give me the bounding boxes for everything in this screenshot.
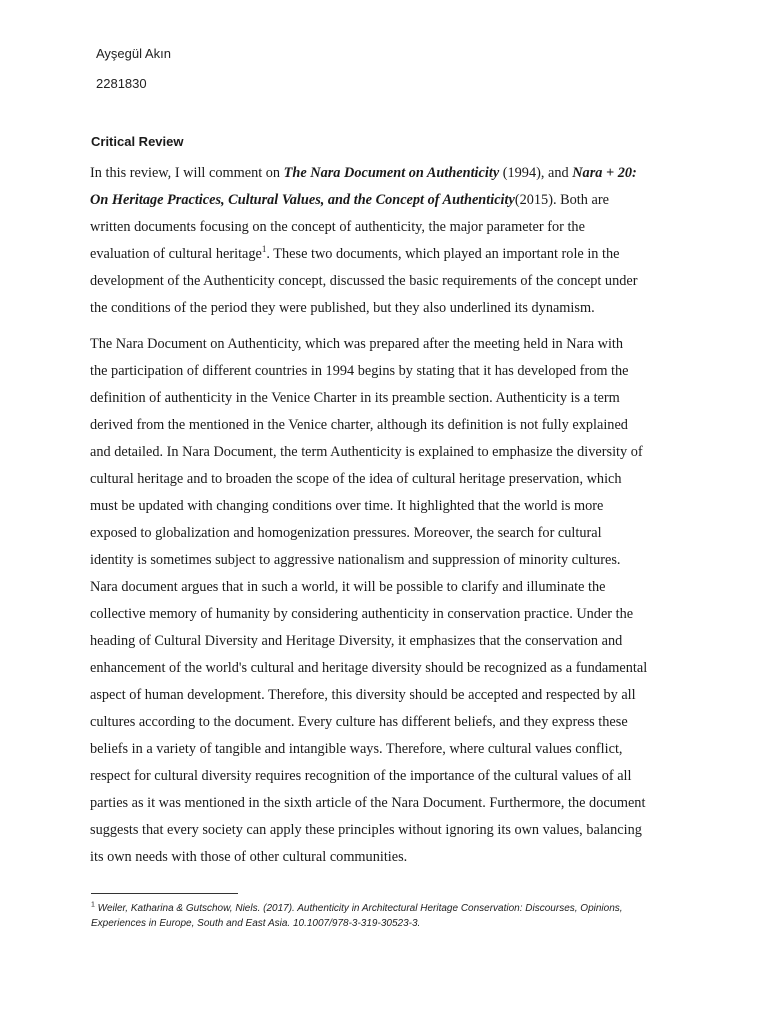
paragraph-line: the participation of different countries in 1994 begins by stating that it has developed from the	[90, 363, 629, 379]
paragraph-nara-document	[90, 331, 680, 871]
paragraph-line: enhancement of the world's cultural and heritage diversity should be recognized as a fundamental	[90, 660, 648, 676]
document-title-nara: The Nara Document on Authenticity	[283, 165, 500, 181]
paragraph-line: derived from the mentioned in the Venice charter, although its definition is not fully explained	[90, 417, 628, 433]
paragraph-intro	[90, 160, 680, 322]
paragraph-line: The Nara Document on Authenticity, which was prepared after the meeting held in Nara with	[90, 336, 624, 352]
paragraph-line: suggests that every society can apply these principles without ignoring its own values, balancing	[90, 822, 642, 838]
footnote-reference[interactable]: 1	[261, 244, 267, 255]
paragraph-line: its own needs with those of other cultural communities.	[90, 849, 408, 865]
text-run: In this review, I will comment on	[90, 165, 284, 181]
paragraph-line: Nara document argues that in such a world, it will be possible to clarify and illuminate the	[90, 579, 606, 595]
paragraph-line	[90, 241, 680, 268]
paragraph-line: heading of Cultural Diversity and Heritage Diversity, it emphasizes that the conservation and	[90, 633, 623, 649]
paragraph-line: parties as it was mentioned in the sixth article of the Nara Document. Furthermore, the document	[90, 795, 646, 811]
paragraph-line: written documents focusing on the concept of authenticity, the major parameter for the	[90, 219, 585, 235]
paragraph-line: identity is sometimes subject to aggressive nationalism and suppression of minority cultures.	[90, 552, 621, 568]
paragraph-line: collective memory of humanity by considering authenticity in conservation practice. Under the	[90, 606, 634, 622]
paragraph-line	[90, 160, 680, 187]
text-run: evaluation of cultural heritage	[90, 246, 262, 262]
paragraph-line: exposed to globalization and homogenization pressures. Moreover, the search for cultural	[90, 525, 602, 541]
paragraph-line: must be updated with changing conditions over time. It highlighted that the world is more	[90, 498, 604, 514]
student-id: 2281830	[96, 76, 147, 91]
paragraph-line: cultures according to the document. Every culture has different beliefs, and they express these	[90, 714, 628, 730]
paragraph-line: the conditions of the period they were published, but they also underlined its dynamism.	[90, 300, 595, 316]
paragraph-line: definition of authenticity in the Venice Charter in its preamble section. Authenticity is a term	[90, 390, 620, 406]
footnote-separator	[91, 893, 238, 894]
text-run: . These two documents, which played an important role in the	[266, 246, 620, 262]
paragraph-line: beliefs in a variety of tangible and intangible ways. Therefore, where cultural values conflict,	[90, 741, 623, 757]
footnote-line: Experiences in Europe, South and East Asia. 10.1007/978-3-319-30523-3.	[91, 918, 421, 929]
paragraph-line: development of the Authenticity concept, discussed the basic requirements of the concept under	[90, 273, 638, 289]
paragraph-line: and detailed. In Nara Document, the term Authenticity is explained to emphasize the diversity of	[90, 444, 643, 460]
document-title-nara20-cont: On Heritage Practices, Cultural Values, and the Concept of Authenticity	[90, 192, 515, 208]
footnote	[91, 901, 691, 931]
footnote-line	[91, 901, 691, 916]
footnote-text: Weiler, Katharina & Gutschow, Niels. (2017). Authenticity in Architectural Heritage Conservation: Discourses, Opinions,	[94, 903, 623, 914]
paragraph-line	[90, 187, 680, 214]
text-run: (2015). Both are	[514, 192, 609, 208]
footnote-marker: 1	[91, 901, 95, 909]
text-run: (1994), and	[499, 165, 573, 181]
paragraph-line: respect for cultural diversity requires recognition of the importance of the cultural values of all	[90, 768, 632, 784]
paragraph-line: cultural heritage and to broaden the scope of the idea of cultural heritage preservation, which	[90, 471, 622, 487]
paragraph-line: aspect of human development. Therefore, this diversity should be accepted and respected by all	[90, 687, 636, 703]
author-name: Ayşegül Akın	[96, 46, 171, 61]
section-heading: Critical Review	[91, 134, 184, 149]
document-title-nara20: Nara + 20:	[572, 165, 637, 181]
